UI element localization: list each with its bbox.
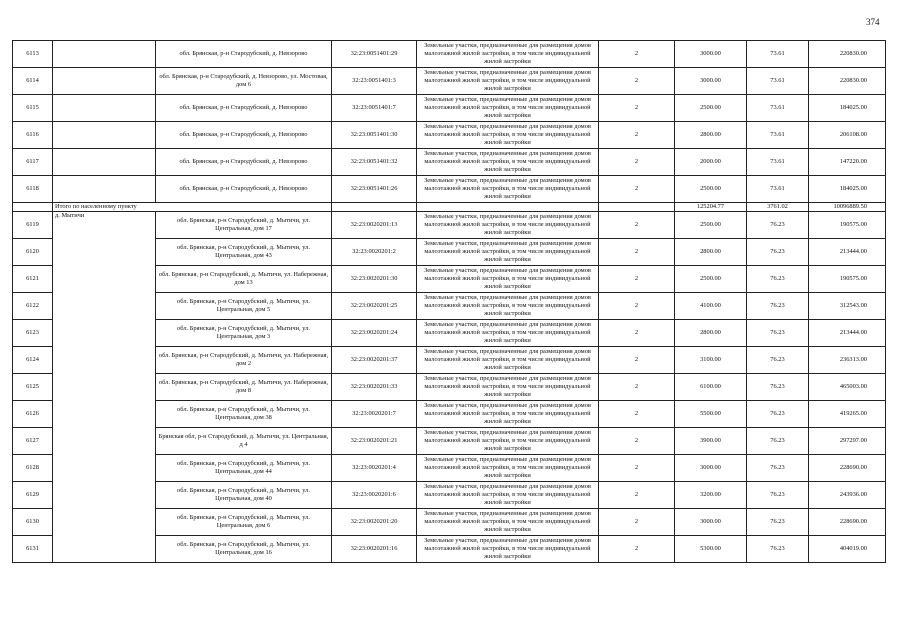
address-cell: обл. Брянская, р-н Стародубский, д. Мытичи, ул. Набережная, дом 8 (156, 373, 332, 400)
subtotal-area: 125204.77 (675, 203, 747, 212)
subtotal-value: 10096889.50 (809, 203, 886, 212)
area-cell: 2800.00 (675, 122, 747, 149)
group-cell: 2 (599, 454, 675, 481)
rate-cell: 76.23 (747, 292, 809, 319)
table-body (13, 41, 886, 563)
land-use-cell: Земельные участки, предназначенные для размещения домов малоэтажной жилой застройки, в том числе индивидуальной жилой застройки (417, 68, 599, 95)
address-cell: обл. Брянская, р-н Стародубский, д. Мытичи, ул. Центральная, дом 44 (156, 454, 332, 481)
land-use-cell: Земельные участки, предназначенные для размещения домов малоэтажной жилой застройки, в том числе индивидуальной жилой застройки (417, 373, 599, 400)
locality-cell (53, 95, 156, 122)
cadastral-number-cell: 32:23:0020201:20 (332, 508, 417, 535)
address-cell: обл. Брянская, р-н Стародубский, д. Мытичи, ул. Центральная, дом 5 (156, 292, 332, 319)
row-number: 6127 (13, 427, 53, 454)
row-number: 6120 (13, 238, 53, 265)
group-cell: 2 (599, 535, 675, 562)
cadastral-number-cell: 32:23:0020201:6 (332, 481, 417, 508)
address-cell: обл. Брянская, р-н Стародубский, д. Мытичи, ул. Центральная, дом 40 (156, 481, 332, 508)
land-use-cell: Земельные участки, предназначенные для размещения домов малоэтажной жилой застройки, в том числе индивидуальной жилой застройки (417, 427, 599, 454)
cadastral-number-cell: 32:23:0020201:37 (332, 346, 417, 373)
locality-cell (53, 68, 156, 95)
row-number: 6113 (13, 41, 53, 68)
cadastral-number-cell: 32:23:0020201:30 (332, 265, 417, 292)
area-cell: 3100.00 (675, 346, 747, 373)
table-row (13, 211, 886, 238)
rate-cell: 76.23 (747, 481, 809, 508)
group-cell: 2 (599, 319, 675, 346)
area-cell: 5300.00 (675, 535, 747, 562)
cadastral-number-cell: 32:23:0020201:25 (332, 292, 417, 319)
page-number: 374 (866, 17, 880, 27)
cadastral-value-cell: 147220.00 (809, 149, 886, 176)
area-cell: 3000.00 (675, 508, 747, 535)
group-cell: 2 (599, 292, 675, 319)
land-use-cell: Земельные участки, предназначенные для размещения домов малоэтажной жилой застройки, в том числе индивидуальной жилой застройки (417, 400, 599, 427)
table-row (13, 149, 886, 176)
cadastral-value-cell: 220830.00 (809, 68, 886, 95)
subtotal-row (13, 203, 886, 212)
rate-cell: 76.23 (747, 346, 809, 373)
cadastral-number-cell: 32:23:0051401:7 (332, 95, 417, 122)
row-number: 6117 (13, 149, 53, 176)
row-number: 6128 (13, 454, 53, 481)
rate-cell: 73.61 (747, 68, 809, 95)
cadastral-number-cell: 32:23:0020201:24 (332, 319, 417, 346)
address-cell: обл. Брянская, р-н Стародубский, д. Мытичи, ул. Набережная, дом 13 (156, 265, 332, 292)
address-cell: обл. Брянская, р-н Стародубский, д. Мытичи, ул. Центральная, дом 16 (156, 535, 332, 562)
group-cell: 2 (599, 122, 675, 149)
subtotal-label: Итого по населенному пункту (53, 203, 332, 212)
cadastral-number-cell: 32:23:0020201:2 (332, 238, 417, 265)
table-row (13, 41, 886, 68)
rate-cell: 76.23 (747, 238, 809, 265)
locality-cell (53, 176, 156, 203)
cadastral-number-cell: 32:23:0020201:21 (332, 427, 417, 454)
row-number: 6130 (13, 508, 53, 535)
cadastral-value-cell: 184025.00 (809, 176, 886, 203)
rate-cell: 76.23 (747, 535, 809, 562)
area-cell: 2500.00 (675, 176, 747, 203)
locality-cell: д. Мытичи (53, 211, 156, 562)
land-use-cell: Земельные участки, предназначенные для размещения домов малоэтажной жилой застройки, в том числе индивидуальной жилой застройки (417, 319, 599, 346)
cadastral-number-cell: 32:23:0020201:7 (332, 400, 417, 427)
address-cell: обл. Брянская, р-н Стародубский, д. Мытичи, ул. Центральная, дом 38 (156, 400, 332, 427)
cadastral-number-cell: 32:23:0020201:4 (332, 454, 417, 481)
locality-cell (53, 122, 156, 149)
address-cell: обл. Брянская, р-н Стародубский, д. Невзорово (156, 122, 332, 149)
rate-cell: 73.61 (747, 41, 809, 68)
land-use-cell: Земельные участки, предназначенные для размещения домов малоэтажной жилой застройки, в том числе индивидуальной жилой застройки (417, 508, 599, 535)
land-use-cell: Земельные участки, предназначенные для размещения домов малоэтажной жилой застройки, в том числе индивидуальной жилой застройки (417, 535, 599, 562)
cadastral-number-cell: 32:23:0020201:16 (332, 535, 417, 562)
cadastral-value-cell: 220830.00 (809, 41, 886, 68)
land-use-cell: Земельные участки, предназначенные для размещения домов малоэтажной жилой застройки, в том числе индивидуальной жилой застройки (417, 211, 599, 238)
group-cell: 2 (599, 427, 675, 454)
group-cell: 2 (599, 508, 675, 535)
area-cell: 4100.00 (675, 292, 747, 319)
address-cell: обл. Брянская, р-н Стародубский, д. Мытичи, ул. Набережная, дом 2 (156, 346, 332, 373)
address-cell: обл. Брянская, р-н Стародубский, д. Невзорово (156, 149, 332, 176)
cadastral-value-cell: 206108.00 (809, 122, 886, 149)
land-use-cell: Земельные участки, предназначенные для размещения домов малоэтажной жилой застройки, в том числе индивидуальной жилой застройки (417, 176, 599, 203)
subtotal-empty-cell (13, 203, 53, 212)
cadastral-value-cell: 228690.00 (809, 508, 886, 535)
cadastral-value-cell: 243936.00 (809, 481, 886, 508)
address-cell: обл. Брянская, р-н Стародубский, д. Невзорово (156, 176, 332, 203)
address-cell: обл. Брянская, р-н Стародубский, д. Невзорово, ул. Мостовая, дом 6 (156, 68, 332, 95)
area-cell: 2800.00 (675, 238, 747, 265)
row-number: 6116 (13, 122, 53, 149)
address-cell: обл. Брянская, р-н Стародубский, д. Мытичи, ул. Центральная, дом 43 (156, 238, 332, 265)
subtotal-empty-cell (332, 203, 417, 212)
group-cell: 2 (599, 265, 675, 292)
group-cell: 2 (599, 41, 675, 68)
cadastral-value-cell: 419265.00 (809, 400, 886, 427)
rate-cell: 73.61 (747, 149, 809, 176)
row-number: 6124 (13, 346, 53, 373)
area-cell: 3000.00 (675, 41, 747, 68)
land-use-cell: Земельные участки, предназначенные для размещения домов малоэтажной жилой застройки, в том числе индивидуальной жилой застройки (417, 346, 599, 373)
rate-cell: 76.23 (747, 373, 809, 400)
row-number: 6122 (13, 292, 53, 319)
row-number: 6119 (13, 211, 53, 238)
address-cell: обл. Брянская, р-н Стародубский, д. Мытичи, ул. Центральная, дом 17 (156, 211, 332, 238)
subtotal-empty-cell (599, 203, 675, 212)
land-use-cell: Земельные участки, предназначенные для размещения домов малоэтажной жилой застройки, в том числе индивидуальной жилой застройки (417, 265, 599, 292)
cadastral-value-cell: 184025.00 (809, 95, 886, 122)
address-cell: обл. Брянская, р-н Стародубский, д. Мытичи, ул. Центральная, дом 3 (156, 319, 332, 346)
land-use-cell: Земельные участки, предназначенные для размещения домов малоэтажной жилой застройки, в том числе индивидуальной жилой застройки (417, 95, 599, 122)
area-cell: 3000.00 (675, 68, 747, 95)
land-use-cell: Земельные участки, предназначенные для размещения домов малоэтажной жилой застройки, в том числе индивидуальной жилой застройки (417, 454, 599, 481)
row-number: 6131 (13, 535, 53, 562)
rate-cell: 73.61 (747, 122, 809, 149)
area-cell: 3200.00 (675, 481, 747, 508)
cadastral-number-cell: 32:23:0051401:26 (332, 176, 417, 203)
address-cell: обл. Брянская, р-н Стародубский, д. Мытичи, ул. Центральная, дом 6 (156, 508, 332, 535)
table-row (13, 122, 886, 149)
area-cell: 2000.00 (675, 149, 747, 176)
group-cell: 2 (599, 68, 675, 95)
cadastral-value-cell: 236313.00 (809, 346, 886, 373)
rate-cell: 76.23 (747, 211, 809, 238)
cadastral-number-cell: 32:23:0020201:13 (332, 211, 417, 238)
row-number: 6125 (13, 373, 53, 400)
rate-cell: 76.23 (747, 427, 809, 454)
locality-cell (53, 41, 156, 68)
cadastral-value-cell: 228690.00 (809, 454, 886, 481)
rate-cell: 73.61 (747, 176, 809, 203)
row-number: 6118 (13, 176, 53, 203)
subtotal-rate: 3761.02 (747, 203, 809, 212)
cadastral-value-cell: 312543.00 (809, 292, 886, 319)
land-use-cell: Земельные участки, предназначенные для размещения домов малоэтажной жилой застройки, в том числе индивидуальной жилой застройки (417, 122, 599, 149)
subtotal-empty-cell (417, 203, 599, 212)
group-cell: 2 (599, 238, 675, 265)
area-cell: 5500.00 (675, 400, 747, 427)
cadastral-value-cell: 190575.00 (809, 265, 886, 292)
land-use-cell: Земельные участки, предназначенные для размещения домов малоэтажной жилой застройки, в том числе индивидуальной жилой застройки (417, 149, 599, 176)
land-use-cell: Земельные участки, предназначенные для размещения домов малоэтажной жилой застройки, в том числе индивидуальной жилой застройки (417, 481, 599, 508)
area-cell: 2500.00 (675, 95, 747, 122)
land-use-cell: Земельные участки, предназначенные для размещения домов малоэтажной жилой застройки, в том числе индивидуальной жилой застройки (417, 238, 599, 265)
area-cell: 2500.00 (675, 211, 747, 238)
area-cell: 2500.00 (675, 265, 747, 292)
group-cell: 2 (599, 176, 675, 203)
group-cell: 2 (599, 149, 675, 176)
cadastral-value-cell: 213444.00 (809, 319, 886, 346)
area-cell: 3900.00 (675, 427, 747, 454)
rate-cell: 76.23 (747, 265, 809, 292)
cadastral-value-cell: 465003.00 (809, 373, 886, 400)
group-cell: 2 (599, 95, 675, 122)
table-row (13, 95, 886, 122)
row-number: 6129 (13, 481, 53, 508)
cadastral-number-cell: 32:23:0051401:32 (332, 149, 417, 176)
address-cell: обл. Брянская, р-н Стародубский, д. Невзорово (156, 41, 332, 68)
address-cell: Брянская обл, р-н Стародубский, д. Мытичи, ул. Центральная, д 4 (156, 427, 332, 454)
table-row (13, 68, 886, 95)
cadastral-value-cell: 190575.00 (809, 211, 886, 238)
row-number: 6123 (13, 319, 53, 346)
cadastral-value-table (12, 40, 886, 563)
row-number: 6115 (13, 95, 53, 122)
rate-cell: 76.23 (747, 508, 809, 535)
area-cell: 2800.00 (675, 319, 747, 346)
row-number: 6121 (13, 265, 53, 292)
land-use-cell: Земельные участки, предназначенные для размещения домов малоэтажной жилой застройки, в том числе индивидуальной жилой застройки (417, 292, 599, 319)
rate-cell: 76.23 (747, 454, 809, 481)
rate-cell: 73.61 (747, 95, 809, 122)
rate-cell: 76.23 (747, 400, 809, 427)
cadastral-number-cell: 32:23:0020201:33 (332, 373, 417, 400)
cadastral-number-cell: 32:23:0051401:29 (332, 41, 417, 68)
group-cell: 2 (599, 400, 675, 427)
cadastral-value-cell: 404019.00 (809, 535, 886, 562)
rate-cell: 76.23 (747, 319, 809, 346)
group-cell: 2 (599, 211, 675, 238)
locality-cell (53, 149, 156, 176)
group-cell: 2 (599, 373, 675, 400)
row-number: 6126 (13, 400, 53, 427)
table-row (13, 176, 886, 203)
cadastral-value-cell: 213444.00 (809, 238, 886, 265)
area-cell: 3000.00 (675, 454, 747, 481)
group-cell: 2 (599, 481, 675, 508)
address-cell: обл. Брянская, р-н Стародубский, д. Невзорово (156, 95, 332, 122)
cadastral-number-cell: 32:23:0051401:3 (332, 68, 417, 95)
land-use-cell: Земельные участки, предназначенные для размещения домов малоэтажной жилой застройки, в том числе индивидуальной жилой застройки (417, 41, 599, 68)
area-cell: 6100.00 (675, 373, 747, 400)
group-cell: 2 (599, 346, 675, 373)
cadastral-number-cell: 32:23:0051401:30 (332, 122, 417, 149)
row-number: 6114 (13, 68, 53, 95)
cadastral-value-cell: 297297.00 (809, 427, 886, 454)
